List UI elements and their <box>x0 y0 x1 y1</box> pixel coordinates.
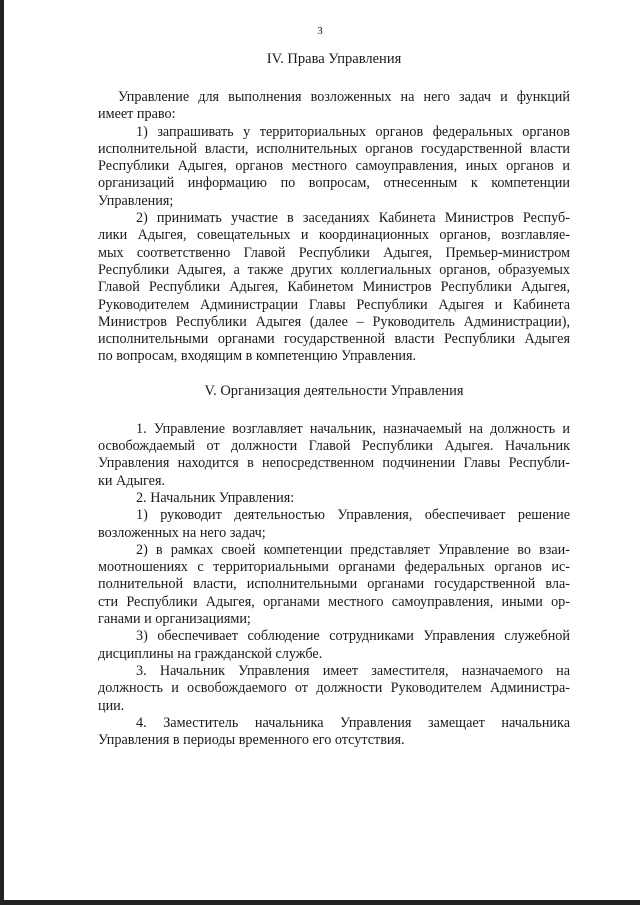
text-line: полнительной власти, исполнительными органами государственной вла- <box>98 576 570 593</box>
text-line: 1. Управление возглавляет начальник, назначаемый на должность и <box>136 420 570 437</box>
text-line: 2. Начальник Управления: <box>136 489 295 506</box>
text-line: 2) в рамках своей компетенции представляет Управление во взаи- <box>136 541 570 558</box>
text-line: Главой Республики Адыгея, Кабинетом Министров Республики Адыгея, <box>98 279 570 296</box>
text-line: сти Республики Адыгея, органами местного самоуправления, иными ор- <box>98 593 570 610</box>
text-line: исполнительной власти, исполнительных органов государственной власти <box>98 140 570 157</box>
text-line: ции. <box>98 697 125 714</box>
text-line: мых соответственно Главой Республики Адыгея, Премьер-министром <box>98 244 570 261</box>
text-line: 3. Начальник Управления имеет заместителя, назначаемого на <box>136 662 570 679</box>
text-line: дисциплины на гражданской службе. <box>98 645 323 662</box>
text-line: Управление для выполнения возложенных на него задач и функций <box>118 89 570 105</box>
text-line: 1) запрашивать у территориальных органов федеральных органов <box>136 123 570 140</box>
text-line: Управления находится в непосредственном подчинении Главы Республи- <box>98 455 570 472</box>
text-line: освобождаемый от должности Главой Республики Адыгея. Начальник <box>98 438 570 455</box>
text-line: моотношениях с территориальными органами федеральных органов ис- <box>98 559 570 576</box>
text-line: по вопросам, входящим в компетенцию Управления. <box>98 348 417 365</box>
section-4-heading: IV. Права Управления <box>266 51 402 67</box>
text-line: ки Адыгея. <box>98 472 166 489</box>
text-line: 3) обеспечивает соблюдение сотрудниками Управления служебной <box>136 628 570 645</box>
text-line: должность и освобождаемого от должности Руководителем Администра- <box>98 680 570 697</box>
text-line: Управления; <box>98 192 174 209</box>
page-number: 3 <box>317 25 323 37</box>
text-line: Руководителем Администрации Главы Республики Адыгея и Кабинета <box>98 296 570 313</box>
text-line: исполнительными органами государственной власти Республики Адыгея <box>98 331 570 348</box>
section-5-heading: V. Организация деятельности Управления <box>204 382 464 399</box>
text-line: ганами и организациями; <box>98 611 251 628</box>
document-body <box>98 50 570 749</box>
section-4-body <box>98 89 570 366</box>
text-line: 2) принимать участие в заседаниях Кабинета Министров Респуб- <box>136 210 570 227</box>
text-line: лики Адыгея, совещательных и координационных органов, возглавляе- <box>98 227 570 244</box>
text-line: Управления в периоды временного его отсутствия. <box>98 732 405 749</box>
section-5-body <box>98 421 570 750</box>
text-line: Министров Республики Адыгея (далее – Руководитель Администрации), <box>98 313 570 330</box>
text-line: Республики Адыгея, органов местного самоуправления, иных органов и <box>98 158 570 175</box>
text-line: Республики Адыгея, а также других коллегиальных органов, образуемых <box>98 261 570 278</box>
text-line: возложенных на него задач; <box>98 524 266 541</box>
text-line: организаций информацию по вопросам, отнесенным к компетенции <box>98 175 570 192</box>
text-line: 4. Заместитель начальника Управления замещает начальника <box>136 714 570 731</box>
text-line: имеет право: <box>98 106 176 123</box>
text-line: 1) руководит деятельностью Управления, обеспечивает решение <box>136 507 570 524</box>
